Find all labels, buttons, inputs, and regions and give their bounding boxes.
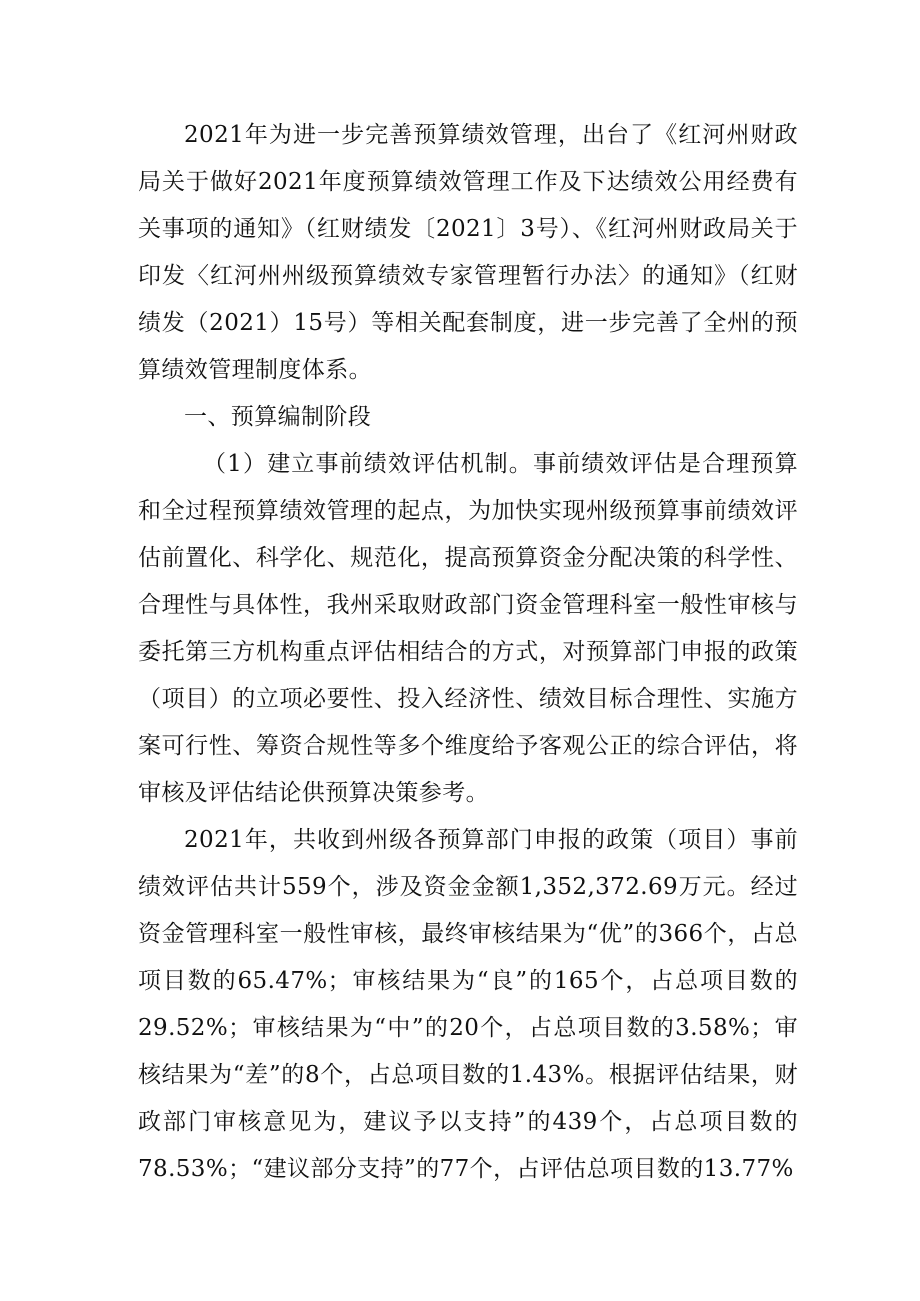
document-body bbox=[138, 112, 798, 1193]
section-heading: 一、预算编制阶段 bbox=[184, 404, 372, 430]
statistics-paragraph: 2021年，共收到州级各预算部门申报的政策（项目）事前绩效评估共计559个，涉及资金金额1,352,372.69万元。经过资金管理科室一般性审核，最终审核结果为“优”的366个，占总项目数的65.47%；审核结果为“良”的165个，占总项目数的29.52%；审核结果为“中”的20个，占总项目数的3.58%；审核结果为“差”的8个，占总项目数的1.43%。根据评估结果，财政部门审核意见为，建议予以支持”的439个，占总项目数的78.53%；“建议部分支持”的77个，占评估总项目数的13.77% bbox=[138, 827, 798, 1182]
intro-paragraph: 2021年为进一步完善预算绩效管理，出台了《红河州财政局关于做好2021年度预算绩效管理工作及下达绩效公用经费有关事项的通知》（红财绩发〔2021〕3号）、《红河州财政局关于印发〈红河州州级预算绩效专家管理暂行办法〉的通知》（红财绩发（2021）15号）等相关配套制度，进一步完善了全州的预算绩效管理制度体系。 bbox=[138, 122, 798, 383]
item-1-paragraph: （1）建立事前绩效评估机制。事前绩效评估是合理预算和全过程预算绩效管理的起点，为加快实现州级预算事前绩效评估前置化、科学化、规范化，提高预算资金分配决策的科学性、合理性与具体性，我州采取财政部门资金管理科室一般性审核与委托第三方机构重点评估相结合的方式，对预算部门申报的政策（项目）的立项必要性、投入经济性、绩效目标合理性、实施方案可行性、筹资合规性等多个维度给予客观公正的综合评估，将审核及评估结论供预算决策参考。 bbox=[138, 451, 798, 806]
